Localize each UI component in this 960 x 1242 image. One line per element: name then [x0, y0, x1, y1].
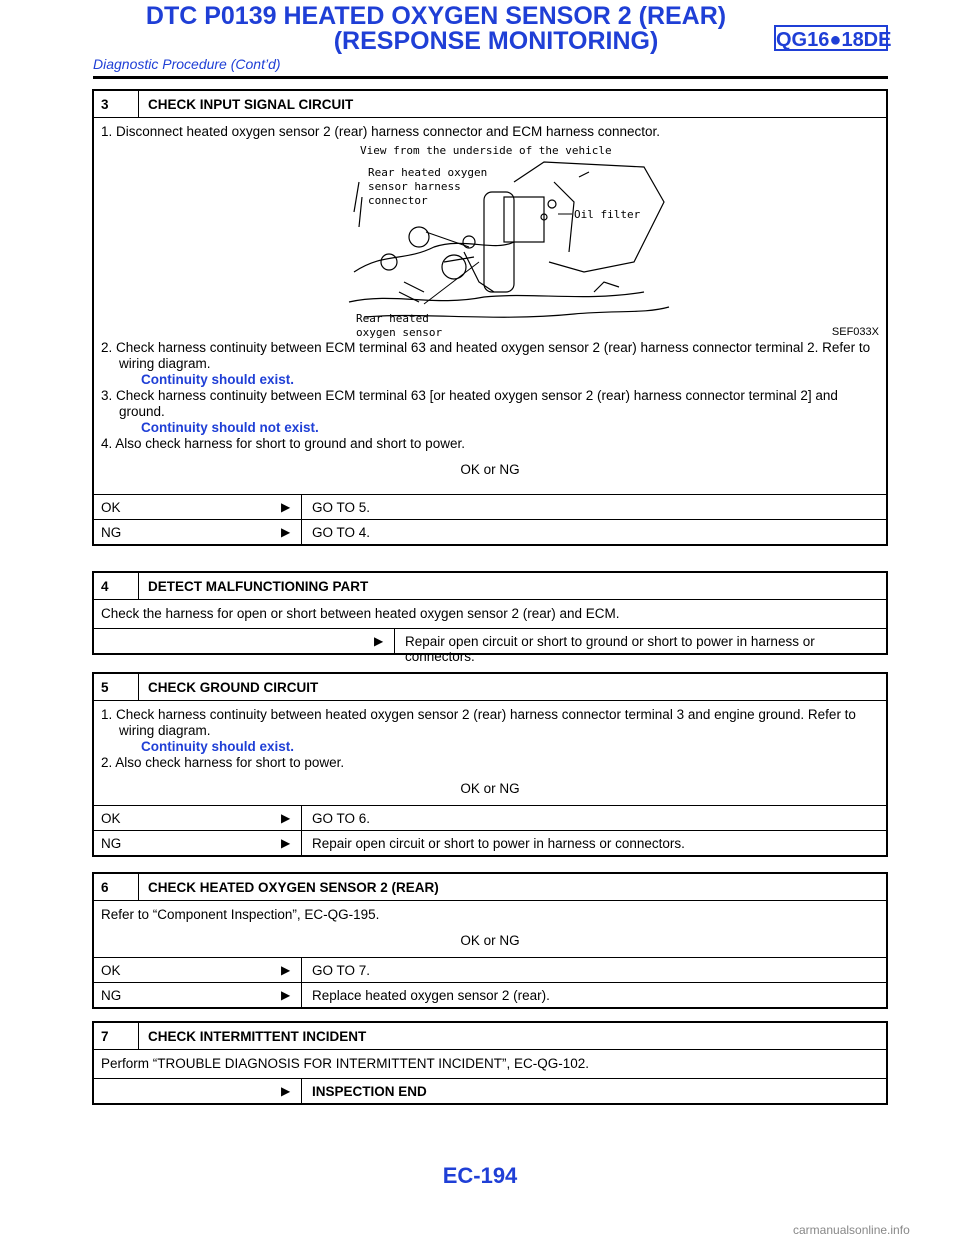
arrow-icon: ▶: [281, 963, 291, 977]
figure-label-oil-filter: Oil filter: [574, 208, 641, 221]
result-label: OK: [101, 811, 121, 826]
instruction: 2. Also check harness for short to power.: [101, 755, 345, 770]
step-number: 7: [101, 1029, 109, 1044]
result-action: Repair open circuit or short to ground or short to power in harness or connectors.: [405, 634, 815, 664]
divider: [301, 958, 302, 982]
divider: [301, 831, 302, 855]
step-5-title-row: [94, 674, 886, 700]
arrow-icon: ▶: [281, 1084, 291, 1098]
instruction: 3. Check harness continuity between ECM terminal 63 [or heated oxygen sensor 2 (rear) harness connector terminal 2] and ground.: [101, 388, 838, 419]
result-question: OK or NG: [460, 781, 520, 796]
page-title-line2: (RESPONSE MONITORING): [333, 27, 659, 55]
spec-text: Continuity should exist.: [141, 739, 295, 754]
step-5-box: [92, 672, 888, 857]
spec-text: Continuity should exist.: [141, 372, 295, 387]
figure-label-view: View from the underside of the vehicle: [360, 144, 612, 157]
instruction: Check the harness for open or short between heated oxygen sensor 2 (rear) and ECM.: [101, 606, 620, 621]
figure-label-sensor-2: oxygen sensor: [356, 326, 443, 338]
divider: [138, 674, 139, 700]
result-ng-row: [94, 982, 886, 1007]
figure-label-connector-3: connector: [368, 194, 428, 207]
divider: [138, 91, 139, 117]
action-row: [94, 1078, 886, 1103]
result-question: OK or NG: [460, 933, 520, 948]
step-7-title-row: [94, 1023, 886, 1049]
step-title: CHECK INPUT SIGNAL CIRCUIT: [148, 97, 354, 112]
vehicle-underside-illustration: [344, 142, 674, 338]
divider: [301, 806, 302, 830]
result-action: Replace heated oxygen sensor 2 (rear).: [312, 988, 550, 1003]
figure-label-sensor-1: Rear heated: [356, 312, 429, 325]
instruction: 1. Disconnect heated oxygen sensor 2 (rear) harness connector and ECM harness connector.: [101, 124, 661, 139]
spec-text: Continuity should not exist.: [141, 420, 319, 435]
result-label: NG: [101, 836, 122, 851]
step-number: 3: [101, 97, 109, 112]
result-ok-row: [94, 957, 886, 982]
result-action: GO TO 4.: [312, 525, 371, 540]
divider: [138, 1023, 139, 1049]
step-4-content: [94, 599, 886, 628]
result-action: Repair open circuit or short to power in harness or connectors.: [312, 836, 685, 851]
instruction: 2. Check harness continuity between ECM terminal 63 and heated oxygen sensor 2 (rear) harness connector terminal 2. Refer to wiring diagram.: [101, 340, 871, 371]
result-action: GO TO 5.: [312, 500, 371, 515]
step-4-title-row: [94, 573, 886, 599]
header-rule: [93, 76, 888, 79]
instruction: Refer to “Component Inspection”, EC-QG-195.: [101, 907, 380, 922]
step-title: CHECK HEATED OXYGEN SENSOR 2 (REAR): [148, 880, 439, 895]
arrow-icon: ▶: [281, 811, 291, 825]
instruction: Perform “TROUBLE DIAGNOSIS FOR INTERMITTENT INCIDENT”, EC-QG-102.: [101, 1056, 590, 1071]
figure-label-connector-1: Rear heated oxygen: [368, 166, 488, 179]
instruction: 4. Also check harness for short to ground and short to power.: [101, 436, 465, 451]
result-ng-row: [94, 519, 886, 544]
arrow-icon: ▶: [281, 988, 291, 1002]
step-4-box: [92, 571, 888, 664]
step-number: 5: [101, 680, 109, 695]
divider: [301, 1079, 302, 1103]
step-7-content: [94, 1049, 886, 1078]
result-action: GO TO 6.: [312, 811, 371, 826]
result-label: NG: [101, 988, 122, 1003]
step-number: 6: [101, 880, 109, 895]
step-7-box: [92, 1021, 888, 1105]
result-action: GO TO 7.: [312, 963, 371, 978]
result-ok-row: [94, 805, 886, 830]
step-6-title-row: [94, 874, 886, 900]
result-action: INSPECTION END: [312, 1084, 427, 1099]
step-5-content: [94, 700, 886, 805]
arrow-icon: ▶: [374, 634, 384, 648]
step-title: CHECK INTERMITTENT INCIDENT: [148, 1029, 367, 1044]
divider: [138, 573, 139, 599]
page-title: [0, 4, 872, 54]
figure-code: SEF033X: [831, 326, 879, 338]
engine-badge: QG16●18DE: [774, 25, 888, 51]
watermark: carmanualsonline.info: [793, 1223, 910, 1237]
result-label: OK: [101, 963, 121, 978]
result-ng-row: [94, 830, 886, 855]
step-3-content: [94, 117, 886, 494]
instruction: 1. Check harness continuity between heated oxygen sensor 2 (rear) harness connector terminal 3 and engine ground. Refer to wiring diagram.: [101, 707, 856, 738]
step-3-title-row: [94, 91, 886, 117]
step-title: DETECT MALFUNCTIONING PART: [148, 579, 369, 594]
step-3-box: [92, 89, 888, 546]
arrow-icon: ▶: [281, 500, 291, 514]
result-label: OK: [101, 500, 121, 515]
page-title-line1: DTC P0139 HEATED OXYGEN SENSOR 2 (REAR): [145, 2, 727, 30]
step-title: CHECK GROUND CIRCUIT: [148, 680, 319, 695]
harness-figure: [101, 140, 879, 340]
step-number: 4: [101, 579, 109, 594]
arrow-icon: ▶: [281, 525, 291, 539]
divider: [301, 983, 302, 1007]
figure-label-connector-2: sensor harness: [368, 180, 461, 193]
divider: [301, 520, 302, 544]
step-6-content: [94, 900, 886, 957]
result-question: OK or NG: [460, 462, 520, 477]
action-row: [94, 628, 886, 664]
step-6-box: [92, 872, 888, 1009]
result-label: NG: [101, 525, 122, 540]
page-number: EC-194: [442, 1163, 518, 1188]
page-subtitle: Diagnostic Procedure (Cont’d): [93, 56, 281, 72]
result-ok-row: [94, 494, 886, 519]
divider: [301, 495, 302, 519]
divider: [394, 629, 395, 653]
arrow-icon: ▶: [281, 836, 291, 850]
divider: [138, 874, 139, 900]
